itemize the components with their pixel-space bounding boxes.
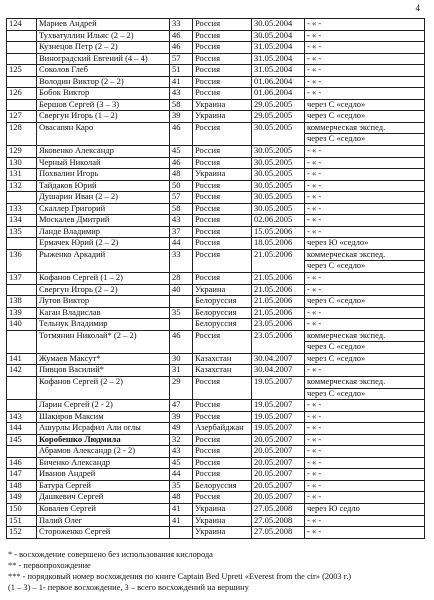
route-note: - « - <box>305 76 425 88</box>
table-row <box>7 249 425 261</box>
table-row <box>7 226 425 238</box>
table-row <box>7 215 425 227</box>
route-note: - « - <box>305 446 425 458</box>
route-note: - « - <box>305 65 425 77</box>
climber-age: 46 <box>170 30 193 42</box>
ascent-date: 30.05.2005 <box>252 157 305 169</box>
route-note-continued: через С «седло» <box>305 134 425 146</box>
climber-country: Россия <box>193 226 252 238</box>
route-note: - « - <box>305 192 425 204</box>
table-row <box>7 480 425 492</box>
route-note: коммерческая экспед. <box>305 122 425 134</box>
climber-country: Россия <box>193 203 252 215</box>
table-row <box>7 319 425 331</box>
row-number: 131 <box>7 169 37 181</box>
climber-country: Россия <box>193 492 252 504</box>
climber-name: Ермачек Юрий (2 – 2) <box>37 238 170 250</box>
climber-country: Белоруссия <box>193 296 252 308</box>
ascent-date: 21.05.2006 <box>252 307 305 319</box>
route-note: - « - <box>305 180 425 192</box>
table-row <box>7 527 425 539</box>
climber-name: Абрамов Александр (2 - 2) <box>37 446 170 458</box>
route-note: через С «седло» <box>305 353 425 365</box>
table-row <box>7 65 425 77</box>
ascent-date: 20.05.2007 <box>252 480 305 492</box>
table-row <box>7 492 425 504</box>
route-note-continued: через С «седло» <box>305 388 425 400</box>
footnotes <box>8 549 428 593</box>
row-number: 136 <box>7 249 37 272</box>
climber-country: Россия <box>193 180 252 192</box>
ascent-date: 29.05.2005 <box>252 111 305 123</box>
ascent-date: 21.05.2006 <box>252 284 305 296</box>
row-number: 127 <box>7 111 37 123</box>
climber-age: 39 <box>170 411 193 423</box>
row-number: 149 <box>7 492 37 504</box>
table-row <box>7 146 425 158</box>
ascent-date: 20.05.2007 <box>252 492 305 504</box>
ascent-date: 30.05.2005 <box>252 146 305 158</box>
climber-age: 48 <box>170 492 193 504</box>
climber-country: Россия <box>193 65 252 77</box>
row-number: 146 <box>7 457 37 469</box>
climber-country: Казахстан <box>193 365 252 377</box>
row-number: 135 <box>7 226 37 238</box>
climber-country: Украина <box>193 527 252 539</box>
route-note: - « - <box>305 319 425 331</box>
row-number: 150 <box>7 503 37 515</box>
table-row <box>7 273 425 285</box>
row-number: 152 <box>7 527 37 539</box>
page-number: 4 <box>415 3 420 13</box>
route-note: - « - <box>305 480 425 492</box>
climber-age: 29 <box>170 376 193 399</box>
climber-name: Палий Олег <box>37 515 170 527</box>
climber-age: 44 <box>170 469 193 481</box>
row-number: 133 <box>7 203 37 215</box>
row-number: 124 <box>7 19 37 31</box>
climber-name: Тотмянин Николай* (2 – 2) <box>37 330 170 353</box>
route-note: коммерческая экспед. <box>305 249 425 261</box>
table-row <box>7 111 425 123</box>
route-note: - « - <box>305 146 425 158</box>
footnote: (1 – 3) – 1- первое восхождение, 3 – всего восхождений на вершину <box>8 583 249 592</box>
table-row <box>7 122 425 134</box>
climber-age: 46 <box>170 157 193 169</box>
table-row <box>7 53 425 65</box>
climber-age: 32 <box>170 434 193 446</box>
climber-age: 45 <box>170 146 193 158</box>
climber-name: Соколов Глеб <box>37 65 170 77</box>
table-row <box>7 296 425 308</box>
row-number: 137 <box>7 273 37 285</box>
table-row <box>7 284 425 296</box>
climber-age: 41 <box>170 503 193 515</box>
climber-age: 45 <box>170 457 193 469</box>
climber-name: Коробешко Людмила <box>37 434 170 446</box>
ascent-date: 21.05.2006 <box>252 273 305 285</box>
climber-age: 44 <box>170 238 193 250</box>
climber-country: Россия <box>193 446 252 458</box>
route-note: - « - <box>305 169 425 181</box>
footnote: ** - первопрохождение <box>8 561 91 570</box>
ascent-date: 20.05.2007 <box>252 457 305 469</box>
table-row <box>7 76 425 88</box>
climber-age: 30 <box>170 353 193 365</box>
climber-age <box>170 296 193 308</box>
climber-name: Кофанов Сергей (1 – 2) <box>37 273 170 285</box>
route-note: - « - <box>305 30 425 42</box>
climber-country: Россия <box>193 249 252 272</box>
climber-name: Свергун Игорь (2 – 2) <box>37 284 170 296</box>
ascent-date: 23.05.2006 <box>252 319 305 331</box>
row-number: 125 <box>7 65 37 77</box>
climber-age <box>170 527 193 539</box>
route-note: - « - <box>305 400 425 412</box>
table-row <box>7 376 425 388</box>
route-note: - « - <box>305 157 425 169</box>
climber-age: 41 <box>170 76 193 88</box>
climber-age: 58 <box>170 203 193 215</box>
climber-name: Кофанов Сергей (2 – 2) <box>37 376 170 399</box>
climber-country: Белоруссия <box>193 480 252 492</box>
ascent-date: 23.05.2006 <box>252 330 305 353</box>
climber-name: Виноградский Евгений (4 – 4) <box>37 53 170 65</box>
row-number: 138 <box>7 296 37 308</box>
climber-country: Россия <box>193 146 252 158</box>
climber-name: Дашкевич Сергей <box>37 492 170 504</box>
route-note: - « - <box>305 215 425 227</box>
climber-age: 35 <box>170 307 193 319</box>
row-number: 151 <box>7 515 37 527</box>
climber-country: Россия <box>193 273 252 285</box>
row-number <box>7 30 37 42</box>
table-row <box>7 169 425 181</box>
table-row <box>7 400 425 412</box>
climber-name: Ковалев Сергей <box>37 503 170 515</box>
climber-name: Кузнецов Петр (2 – 2) <box>37 42 170 54</box>
table-row <box>7 503 425 515</box>
climber-country: Украина <box>193 515 252 527</box>
climber-name: Бершов Сергей (3 – 3) <box>37 99 170 111</box>
climber-name: Овасапян Каро <box>37 122 170 145</box>
climber-country: Белоруссия <box>193 307 252 319</box>
ascent-date: 21.05.2006 <box>252 296 305 308</box>
climber-name: Жумаев Максут* <box>37 353 170 365</box>
route-note: - « - <box>305 88 425 100</box>
climber-country: Россия <box>193 400 252 412</box>
ascent-date: 29.05.2005 <box>252 99 305 111</box>
row-number: 140 <box>7 319 37 331</box>
climber-name: Иванов Андрей <box>37 469 170 481</box>
climber-age <box>170 319 193 331</box>
climber-name: Пивцов Василий* <box>37 365 170 377</box>
climber-name: Рыженко Аркадий <box>37 249 170 272</box>
table-row <box>7 411 425 423</box>
table-row <box>7 238 425 250</box>
climber-age: 37 <box>170 226 193 238</box>
table-row <box>7 42 425 54</box>
table-row <box>7 157 425 169</box>
row-number <box>7 99 37 111</box>
climber-age: 57 <box>170 192 193 204</box>
row-number: 148 <box>7 480 37 492</box>
climber-age: 33 <box>170 19 193 31</box>
climber-name: Яковенко Александр <box>37 146 170 158</box>
climber-country: Россия <box>193 457 252 469</box>
ascent-date: 27.05.2008 <box>252 515 305 527</box>
climber-country: Россия <box>193 238 252 250</box>
climber-country: Россия <box>193 88 252 100</box>
row-number: 128 <box>7 122 37 145</box>
ascent-date: 19.05.2007 <box>252 400 305 412</box>
row-number <box>7 284 37 296</box>
route-note: - « - <box>305 515 425 527</box>
route-note-continued: через С «седло» <box>305 342 425 354</box>
climber-country: Россия <box>193 469 252 481</box>
climber-country: Россия <box>193 30 252 42</box>
table-row <box>7 30 425 42</box>
table-row <box>7 307 425 319</box>
route-note: - « - <box>305 423 425 435</box>
climber-age: 47 <box>170 400 193 412</box>
ascent-date: 01.06.2004 <box>252 88 305 100</box>
climber-country: Россия <box>193 76 252 88</box>
climber-name: Тайдаков Юрий <box>37 180 170 192</box>
table-row <box>7 19 425 31</box>
row-number <box>7 446 37 458</box>
route-note-continued: через С «седло» <box>305 261 425 273</box>
row-number <box>7 376 37 399</box>
climber-country: Россия <box>193 192 252 204</box>
table-row <box>7 434 425 446</box>
climber-country: Россия <box>193 215 252 227</box>
table-row <box>7 88 425 100</box>
climber-country: Украина <box>193 99 252 111</box>
climber-country: Россия <box>193 157 252 169</box>
climber-country: Россия <box>193 19 252 31</box>
route-note: - « - <box>305 273 425 285</box>
climber-age: 41 <box>170 515 193 527</box>
ascent-date: 30.05.2005 <box>252 180 305 192</box>
climber-name: Тельнук Владимир <box>37 319 170 331</box>
row-number: 129 <box>7 146 37 158</box>
climber-age: 49 <box>170 423 193 435</box>
climber-name: Ланде Владимир <box>37 226 170 238</box>
climber-name: Бобок Виктор <box>37 88 170 100</box>
climber-age: 46 <box>170 330 193 353</box>
climber-name: Черный Николай <box>37 157 170 169</box>
climber-name: Лутов Виктор <box>37 296 170 308</box>
ascent-date: 20.05.2007 <box>252 469 305 481</box>
climber-name: Москалев Дмитрий <box>37 215 170 227</box>
table-row <box>7 99 425 111</box>
climber-age: 48 <box>170 169 193 181</box>
table-row <box>7 515 425 527</box>
route-note: - « - <box>305 365 425 377</box>
route-note: - « - <box>305 457 425 469</box>
ascent-date: 02.06.2005 <box>252 215 305 227</box>
table-row <box>7 469 425 481</box>
table-row <box>7 365 425 377</box>
row-number <box>7 42 37 54</box>
climber-country: Белоруссия <box>193 319 252 331</box>
climber-age: 57 <box>170 53 193 65</box>
route-note: - « - <box>305 469 425 481</box>
route-note: - « - <box>305 19 425 31</box>
route-note: через С «седло» <box>305 296 425 308</box>
climber-country: Россия <box>193 411 252 423</box>
climber-age: 43 <box>170 88 193 100</box>
table-row <box>7 203 425 215</box>
climber-age: 43 <box>170 215 193 227</box>
climber-name: Ларин Сергей (2 - 2) <box>37 400 170 412</box>
climber-country: Азербайджан <box>193 423 252 435</box>
route-note: через Ю седло <box>305 503 425 515</box>
ascent-date: 31.05.2004 <box>252 53 305 65</box>
climber-country: Украина <box>193 169 252 181</box>
row-number: 147 <box>7 469 37 481</box>
climber-country: Украина <box>193 284 252 296</box>
row-number: 126 <box>7 88 37 100</box>
row-number: 141 <box>7 353 37 365</box>
footnote: * - восхождение совершено без использования кислорода <box>8 550 213 559</box>
table-row <box>7 423 425 435</box>
table-row <box>7 446 425 458</box>
row-number: 130 <box>7 157 37 169</box>
climber-name: Шакиров Максим <box>37 411 170 423</box>
table-row <box>7 353 425 365</box>
climber-country: Россия <box>193 376 252 399</box>
climber-country: Россия <box>193 42 252 54</box>
row-number: 145 <box>7 434 37 446</box>
table-row <box>7 192 425 204</box>
ascent-date: 20.05.2007 <box>252 446 305 458</box>
row-number <box>7 192 37 204</box>
route-note: - « - <box>305 226 425 238</box>
climber-name: Душарин Иван (2 – 2) <box>37 192 170 204</box>
row-number <box>7 53 37 65</box>
ascent-date: 30.05.2005 <box>252 122 305 145</box>
ascent-date: 30.05.2005 <box>252 192 305 204</box>
ascent-date: 21.05.2006 <box>252 249 305 272</box>
climber-age: 46 <box>170 42 193 54</box>
ascent-date: 27.05.2008 <box>252 527 305 539</box>
ascent-date: 30.05.2004 <box>252 30 305 42</box>
ascent-date: 01.06.2004 <box>252 76 305 88</box>
ascent-date: 30.04.2007 <box>252 365 305 377</box>
route-note: - « - <box>305 42 425 54</box>
climber-name: Скаллер Григорий <box>37 203 170 215</box>
row-number <box>7 330 37 353</box>
row-number: 139 <box>7 307 37 319</box>
ascent-table-body <box>7 19 425 539</box>
row-number: 144 <box>7 423 37 435</box>
ascent-date: 19.05.2007 <box>252 411 305 423</box>
climber-age: 28 <box>170 273 193 285</box>
route-note: - « - <box>305 492 425 504</box>
climber-age: 31 <box>170 365 193 377</box>
route-note: коммерческая экспед. <box>305 330 425 342</box>
table-row <box>7 180 425 192</box>
climber-country: Россия <box>193 122 252 145</box>
ascent-date: 30.05.2005 <box>252 169 305 181</box>
ascent-date: 31.05.2004 <box>252 65 305 77</box>
climber-age: 35 <box>170 480 193 492</box>
climber-country: Россия <box>193 53 252 65</box>
climber-name: Биченко Александр <box>37 457 170 469</box>
route-note: - « - <box>305 411 425 423</box>
climber-country: Казахстан <box>193 353 252 365</box>
ascent-date: 27.05.2008 <box>252 503 305 515</box>
row-number: 132 <box>7 180 37 192</box>
route-note: - « - <box>305 203 425 215</box>
route-note: - « - <box>305 284 425 296</box>
row-number <box>7 238 37 250</box>
climber-age: 33 <box>170 249 193 272</box>
climber-age: 46 <box>170 122 193 145</box>
climber-age: 43 <box>170 446 193 458</box>
ascent-date: 19.05.2007 <box>252 423 305 435</box>
route-note: через С «седло» <box>305 111 425 123</box>
climber-name: Мариев Андрей <box>37 19 170 31</box>
route-note: через С «седло» <box>305 99 425 111</box>
ascent-date: 18.05.2006 <box>252 238 305 250</box>
ascent-date: 30.05.2004 <box>252 19 305 31</box>
ascent-table <box>6 18 425 539</box>
climber-country: Россия <box>193 434 252 446</box>
ascent-date: 30.05.2005 <box>252 203 305 215</box>
climber-age: 58 <box>170 99 193 111</box>
ascent-date: 20.05.2007 <box>252 434 305 446</box>
climber-name: Тухватуллин Ильяс (2 – 2) <box>37 30 170 42</box>
row-number: 143 <box>7 411 37 423</box>
ascent-date: 19.05.2007 <box>252 376 305 399</box>
climber-age: 40 <box>170 284 193 296</box>
row-number <box>7 400 37 412</box>
route-note: - « - <box>305 434 425 446</box>
route-note: коммерческая экспед. <box>305 376 425 388</box>
row-number: 142 <box>7 365 37 377</box>
table-row <box>7 457 425 469</box>
row-number <box>7 76 37 88</box>
route-note: - « - <box>305 307 425 319</box>
climber-age: 39 <box>170 111 193 123</box>
climber-name: Свергун Игорь (1 – 2) <box>37 111 170 123</box>
climber-name: Похвалин Игорь <box>37 169 170 181</box>
climber-name: Володин Виктор (2 – 2) <box>37 76 170 88</box>
climber-name: Стороженко Сергей <box>37 527 170 539</box>
climber-name: Каган Владислав <box>37 307 170 319</box>
ascent-date: 15.05.2006 <box>252 226 305 238</box>
ascent-date: 30.04.2007 <box>252 353 305 365</box>
ascent-date: 31.05.2004 <box>252 42 305 54</box>
route-note: через Ю «седло» <box>305 238 425 250</box>
climber-age: 50 <box>170 180 193 192</box>
route-note: - « - <box>305 53 425 65</box>
table-row <box>7 330 425 342</box>
climber-country: Россия <box>193 330 252 353</box>
climber-age: 51 <box>170 65 193 77</box>
climber-name: Ашурлы Исрафил Али оглы <box>37 423 170 435</box>
footnote: *** - порядковый номер восхождения по книге Captain Bed Upreti «Everest from the cir» (2003 г.) <box>8 572 352 581</box>
route-note: - « - <box>305 527 425 539</box>
row-number: 134 <box>7 215 37 227</box>
climber-country: Украина <box>193 503 252 515</box>
climber-name: Батура Сергей <box>37 480 170 492</box>
climber-country: Украина <box>193 111 252 123</box>
